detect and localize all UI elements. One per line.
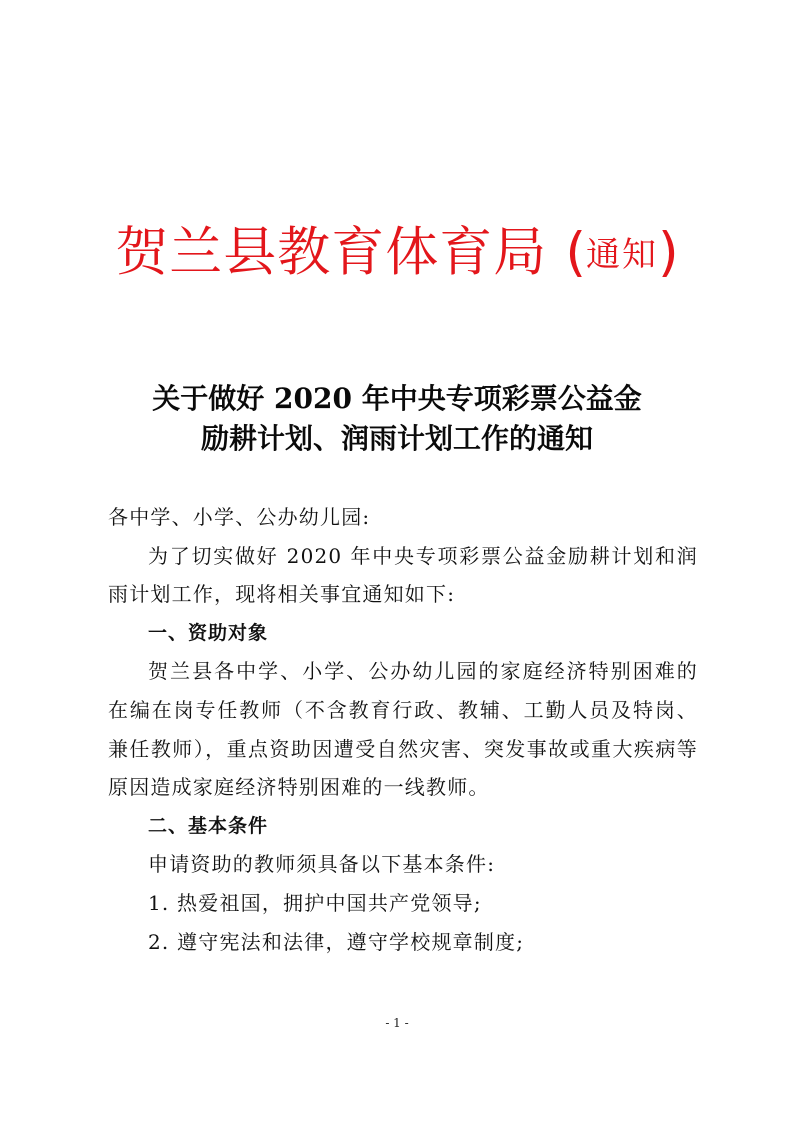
letterhead-open-paren: ( bbox=[565, 222, 586, 283]
letterhead-close-paren: ) bbox=[658, 222, 679, 283]
section-2-intro: 申请资助的教师须具备以下基本条件: bbox=[148, 852, 496, 877]
salutation: 各中学、小学、公办幼儿园: bbox=[108, 505, 371, 529]
letterhead-organization: 贺兰县教育体育局 bbox=[115, 222, 548, 283]
red-letterhead bbox=[0, 222, 794, 283]
section-heading-1: 一、资助对象 bbox=[148, 621, 269, 644]
section-heading-2: 二、基本条件 bbox=[148, 814, 269, 837]
document-title-line-2: 励耕计划、润雨计划工作的通知 bbox=[200, 422, 593, 455]
document-body bbox=[108, 498, 698, 961]
condition-item-2: 2. 遵守宪法和法律，遵守学校规章制度; bbox=[148, 929, 525, 954]
document-title bbox=[0, 379, 794, 459]
document-title-line-1: 关于做好 2020 年中央专项彩票公益金 bbox=[152, 382, 642, 415]
page-number: - 1 - bbox=[385, 1016, 409, 1030]
condition-item-1: 1. 热爱祖国，拥护中国共产党领导; bbox=[148, 890, 482, 915]
section-1-paragraph: 贺兰县各中学、小学、公办幼儿园的家庭经济特别困难的在编在岗专任教师（不含教育行政、教辅、工勤人员及特岗、兼任教师），重点资助因遭受自然灾害、突发事故或重大疾病等原因造成家庭经济特别困难的一线教师。 bbox=[108, 659, 698, 800]
letterhead-document-kind: 通知 bbox=[586, 234, 658, 275]
intro-paragraph: 为了切实做好 2020 年中央专项彩票公益金励耕计划和润雨计划工作，现将相关事宜通知如下: bbox=[108, 543, 698, 607]
